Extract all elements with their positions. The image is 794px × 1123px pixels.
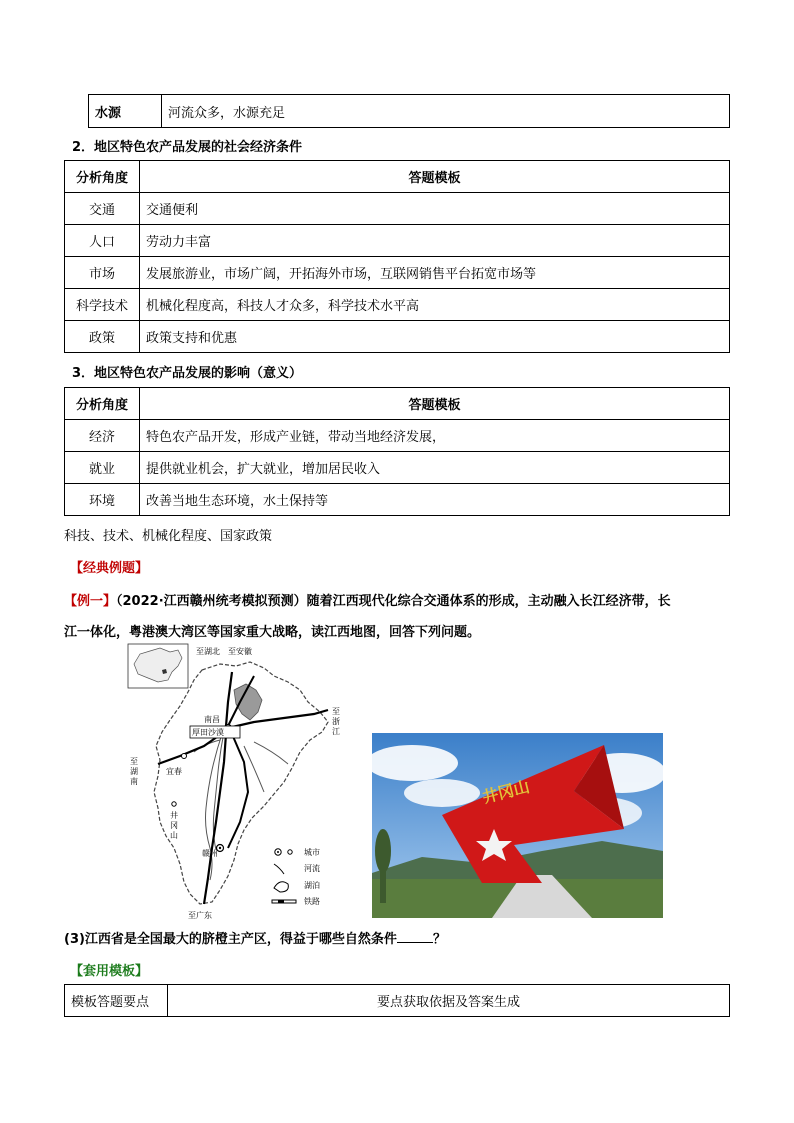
- example-tag: 【例一】: [64, 594, 117, 609]
- row-label: 交通: [65, 193, 140, 225]
- row-text: 机械化程度高，科技人才众多，科学技术水平高: [140, 289, 730, 321]
- section2-table: [64, 160, 730, 353]
- label-hubei: 至湖北: [196, 647, 220, 656]
- table-header-row: [65, 388, 730, 420]
- row-label: 经济: [65, 420, 140, 452]
- row-label: 就业: [65, 452, 140, 484]
- col-header: 分析角度: [65, 161, 140, 193]
- legend-lake: 湖泊: [304, 881, 320, 890]
- table-row: [65, 225, 730, 257]
- label-hunan-3: 南: [130, 777, 138, 786]
- ganzhou-city-dot: [219, 847, 221, 849]
- row-label: 市场: [65, 257, 140, 289]
- legend-river: 河流: [304, 864, 320, 873]
- legend-railway-segment: [278, 900, 284, 903]
- table-row: [65, 289, 730, 321]
- row-label: 环境: [65, 484, 140, 516]
- template-table: [64, 984, 730, 1017]
- row-text: 发展旅游业，市场广阔，开拓海外市场，互联网销售平台拓宽市场等: [140, 257, 730, 289]
- row-text: 特色农产品开发，形成产业链，带动当地经济发展，: [140, 420, 730, 452]
- jinggangshan-city: [172, 802, 176, 806]
- legend-lake-icon: [274, 882, 288, 892]
- table-row: [65, 484, 730, 516]
- row-label: 政策: [65, 321, 140, 353]
- legend-river-icon: [274, 864, 284, 874]
- legend-city-capital-dot: [277, 851, 279, 853]
- note-text: 科技、技术、机械化程度、国家政策: [64, 529, 273, 544]
- label-jgs-3: 山: [170, 831, 178, 840]
- table-row: [65, 193, 730, 225]
- classic-example-tag: 【经典例题】: [70, 561, 149, 576]
- yichun-city: [182, 754, 187, 759]
- table-row: [65, 420, 730, 452]
- table-header-row: [65, 161, 730, 193]
- jiangxi-map: [124, 642, 354, 924]
- section2-title: 2．地区特色农产品发展的社会经济条件: [72, 140, 303, 155]
- example-line2: 江一体化，粤港澳大湾区等国家重大战略，读江西地图，回答下列问题。: [64, 625, 481, 640]
- section3-title: 3．地区特色农产品发展的影响（意义）: [72, 366, 303, 381]
- row-label: 科学技术: [65, 289, 140, 321]
- question-after: ？: [432, 932, 446, 947]
- example-line1: （2022·江西赣州统考模拟预测）随着江西现代化综合交通体系的形成，主动融入长江经济带，长: [116, 594, 671, 609]
- question-before: (3)江西省是全国最大的脐橙主产区，得益于哪些自然条件: [64, 932, 397, 947]
- label-guangdong: 至广东: [188, 911, 212, 920]
- photo-sign-text: 井冈山: [480, 776, 532, 807]
- col-header: 分析角度: [65, 388, 140, 420]
- legend-city: 城市: [304, 848, 320, 857]
- photo-cloud: [404, 779, 480, 807]
- template-col-2: 要点获取依据及答案生成: [168, 985, 730, 1017]
- water-label: 水源: [89, 95, 162, 128]
- row-label: 人口: [65, 225, 140, 257]
- water-text: 河流众多，水源充足: [162, 95, 730, 128]
- template-tag: 【套用模板】: [70, 964, 149, 979]
- table-header-row: [65, 985, 730, 1017]
- row-text: 交通便利: [140, 193, 730, 225]
- section3-table: [64, 387, 730, 516]
- label-zhejiang-3: 江: [332, 727, 340, 736]
- label-nanchang: 南昌: [204, 715, 220, 724]
- col-header: 答题模板: [140, 161, 730, 193]
- row-text: 政策支持和优惠: [140, 321, 730, 353]
- table-row: [65, 321, 730, 353]
- table-row: [65, 452, 730, 484]
- question-text: [64, 928, 446, 947]
- label-zhejiang-1: 至: [332, 707, 340, 716]
- label-jgs-2: 冈: [170, 821, 178, 830]
- row-text: 劳动力丰富: [140, 225, 730, 257]
- label-hunan-2: 湖: [130, 767, 138, 776]
- template-col-1: 模板答题要点: [65, 985, 168, 1017]
- photo-tree-crown: [375, 829, 391, 873]
- col-header: 答题模板: [140, 388, 730, 420]
- answer-blank[interactable]: [397, 930, 433, 943]
- row-text: 改善当地生态环境，水土保持等: [140, 484, 730, 516]
- label-houtian: 厚田沙漠: [192, 728, 224, 737]
- label-jgs-1: 井: [170, 811, 178, 820]
- jinggangshan-photo: [372, 733, 663, 918]
- label-yichun: 宜春: [166, 767, 182, 776]
- label-anhui: 至安徽: [228, 647, 252, 656]
- table-row: [89, 95, 730, 128]
- label-zhejiang-2: 浙: [332, 717, 340, 726]
- table-row: [65, 257, 730, 289]
- label-hunan-1: 至: [130, 757, 138, 766]
- example-intro: [64, 586, 730, 648]
- legend-railway: 铁路: [304, 897, 320, 906]
- row-text: 提供就业机会，扩大就业，增加居民收入: [140, 452, 730, 484]
- water-table: [88, 94, 730, 128]
- label-ganzhou: 赣州: [202, 849, 218, 858]
- legend-city-icon: [288, 850, 292, 854]
